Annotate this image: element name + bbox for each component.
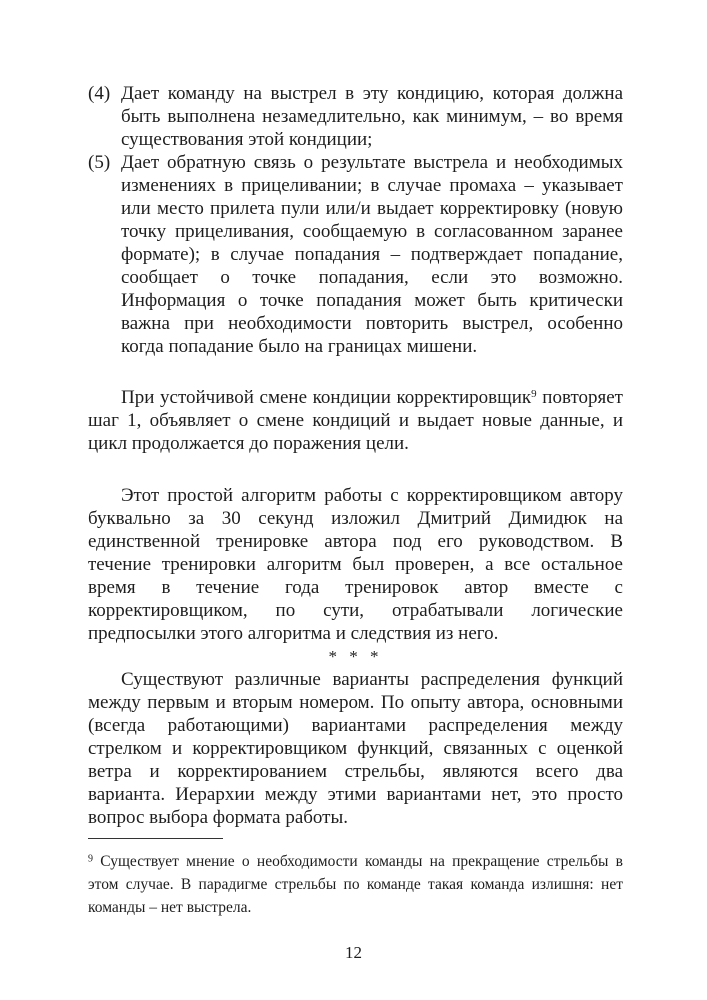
footnote-number: 9 xyxy=(88,853,93,865)
list-item-text: Дает обратную связь о результате выстрела и необходимых изменениях в прицеливании; в случае промаха – указывает или место прилета пули или/и выдает корректировку (новую точку прицеливания, сообщаемую в согласованном заранее формате); в случае попадания – подтверждает попадание, сообщает о точке попадания, если это возможно. Информация о точке попадания может быть критически важна при необходимости повторить выстрел, особенно когда попадание было на границах мишени. xyxy=(121,152,623,357)
paragraph-text: При устойчивой смене кондиции корректировщик xyxy=(121,387,532,408)
footnote-text: Существует мнение о необходимости команды на прекращение стрельбы в этом случае. В парадигме стрельбы по команде такая команда излишня: нет команды – нет выстрела. xyxy=(88,853,623,916)
list-marker: (4) xyxy=(88,83,111,104)
footnote-reference[interactable]: 9 xyxy=(531,387,537,400)
page-number: 12 xyxy=(345,943,362,962)
list-item-5 xyxy=(88,151,623,358)
list-item-4 xyxy=(88,82,623,151)
section-separator: * * * xyxy=(328,647,383,666)
paragraph-condition-change xyxy=(88,386,623,455)
page-body xyxy=(88,82,623,829)
paragraph-variants: Существуют различные варианты распределения функций между первым и вторым номером. По опыту автора, основными (всегда работающими) вариантами распределения между стрелком и корректировщиком функций, связанных с оценкой ветра и корректированием стрельбы, являются всего два варианта. Иерархии между этими вариантами нет, это просто вопрос выбора формата работы. xyxy=(88,669,623,828)
footnote xyxy=(88,850,623,919)
list-marker: (5) xyxy=(88,152,111,173)
list-item-text: Дает команду на выстрел в эту кондицию, которая должна быть выполнена незамедлительно, как минимум, – во время существования этой кондиции; xyxy=(121,83,623,150)
footnote-divider xyxy=(88,838,223,839)
paragraph-text: повторяет шаг 1, объявляет о смене кондиций и выдает новые данные, и цикл продолжается до поражения цели. xyxy=(88,387,623,454)
paragraph-algorithm: Этот простой алгоритм работы с корректировщиком автору буквально за 30 секунд изложил Дмитрий Димидюк на единственной тренировке автора под его руководством. В течение тренировки алгоритм был проверен, а все остальное время в течение года тренировок автор вместе с корректировщиком, по сути, отрабатывали логические предпосылки этого алгоритма и следствия из него. xyxy=(88,485,623,644)
